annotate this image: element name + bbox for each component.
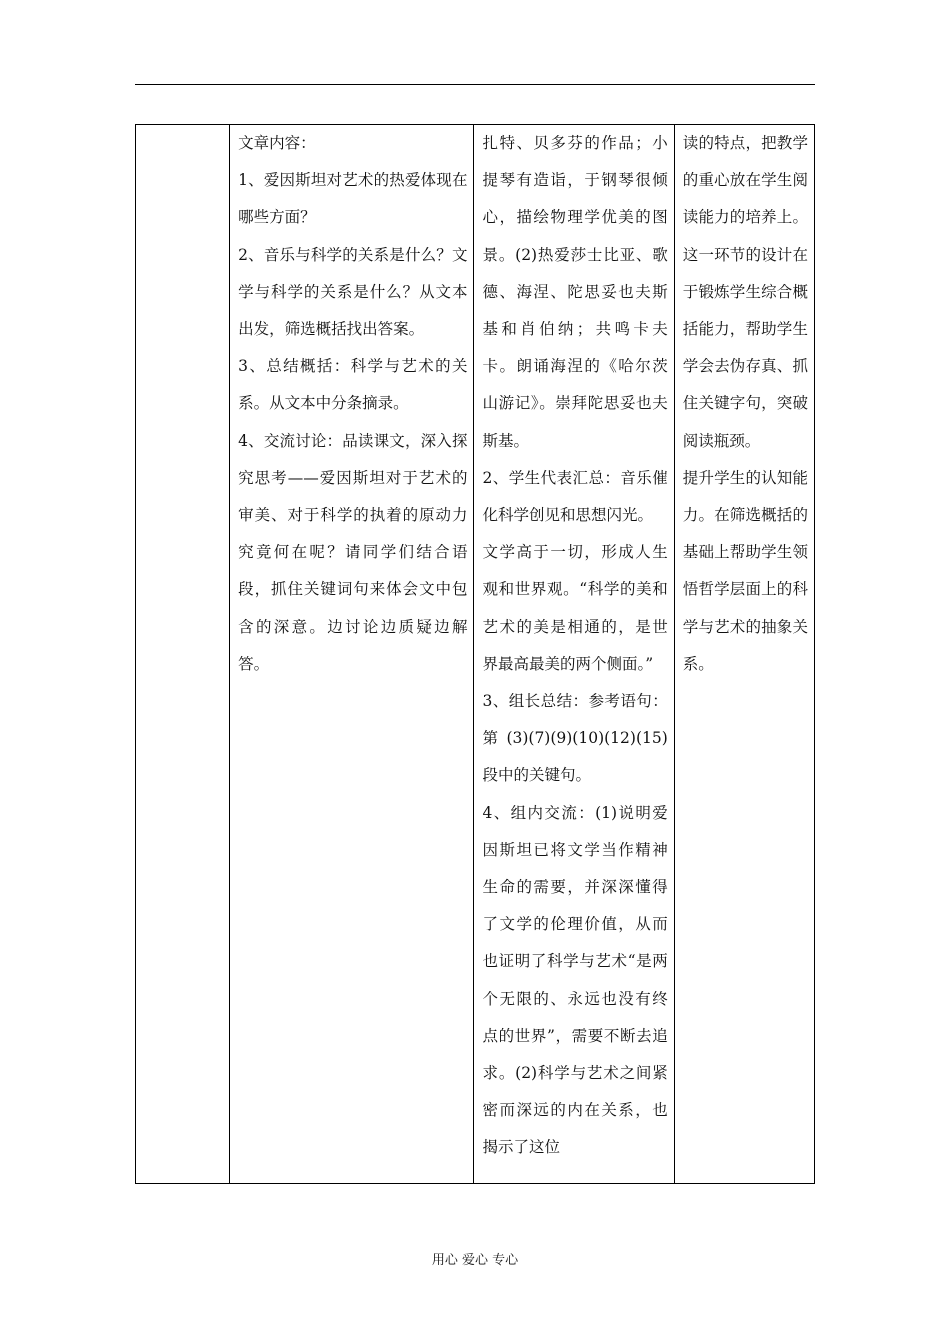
paragraph: 4、组内交流：(1)说明爱因斯坦已将文学当作精神生命的需要，并深深懂得了文学的伦理价值，从而也证明了科学与艺术“是两个无限的、永远也没有终点的世界”，需要不断去追求。(2)科学与艺术之间紧密而深远的内在关系，也揭示了这位 (482, 803, 668, 1157)
paragraph: 提升学生的认知能力。在筛选概括的基础上帮助学生领悟哲学层面上的科学与艺术的抽象关系。 (682, 468, 808, 673)
paragraph: 2、音乐与科学的关系是什么？文学与科学的关系是什么？从文本出发，筛选概括找出答案。 (238, 245, 468, 339)
student-activity-text (482, 125, 667, 1167)
design-intent-text (683, 125, 808, 683)
lesson-plan-table (135, 124, 815, 1184)
paragraph: 4、交流讨论：品读课文，深入探究思考——爱因斯坦对于艺术的审美、对于科学的执着的原动力究竟何在呢？请同学们结合语段，抓住关键词句来体会文中包含的深意。边讨论边质疑边解答。 (238, 431, 468, 673)
design-intent-cell (674, 125, 814, 1184)
page-footer: 用心 爱心 专心 (431, 1253, 519, 1268)
table-row (136, 125, 815, 1184)
paragraph: 扎特、贝多芬的作品；小提琴有造诣，于钢琴很倾心，描绘物理学优美的图景。(2)热爱莎士比亚、歌德、海涅、陀思妥也夫斯基和肖伯纳；共鸣卡夫卡。朗诵海涅的《哈尔茨山游记》。崇拜陀思妥也夫斯基。 (482, 134, 668, 450)
stage-cell (136, 125, 230, 1184)
paragraph: 读的特点，把教学的重心放在学生阅读能力的培养上。这一环节的设计在于锻炼学生综合概括能力，帮助学生学会去伪存真、抓住关键字句，突破阅读瓶颈。 (682, 134, 808, 450)
paragraph: 文学高于一切，形成人生观和世界观。“科学的美和艺术的美是相通的，是世界最高最美的两个侧面。” (482, 543, 668, 673)
paragraph: 2、学生代表汇总：音乐催化科学创见和思想闪光。 (482, 468, 668, 525)
header-rule (135, 84, 815, 85)
teacher-activity-text (238, 125, 467, 683)
paragraph: 3、组长总结：参考语句：第(3)(7)(9)(10)(12)(15)段中的关键句。 (482, 692, 668, 785)
paragraph: 1、爱因斯坦对艺术的热爱体现在哪些方面？ (238, 171, 468, 227)
paragraph: 文章内容： (238, 134, 316, 152)
teacher-activity-cell (230, 125, 474, 1184)
paragraph: 3、总结概括：科学与艺术的关系。从文本中分条摘录。 (238, 357, 468, 413)
student-activity-cell (474, 125, 674, 1184)
